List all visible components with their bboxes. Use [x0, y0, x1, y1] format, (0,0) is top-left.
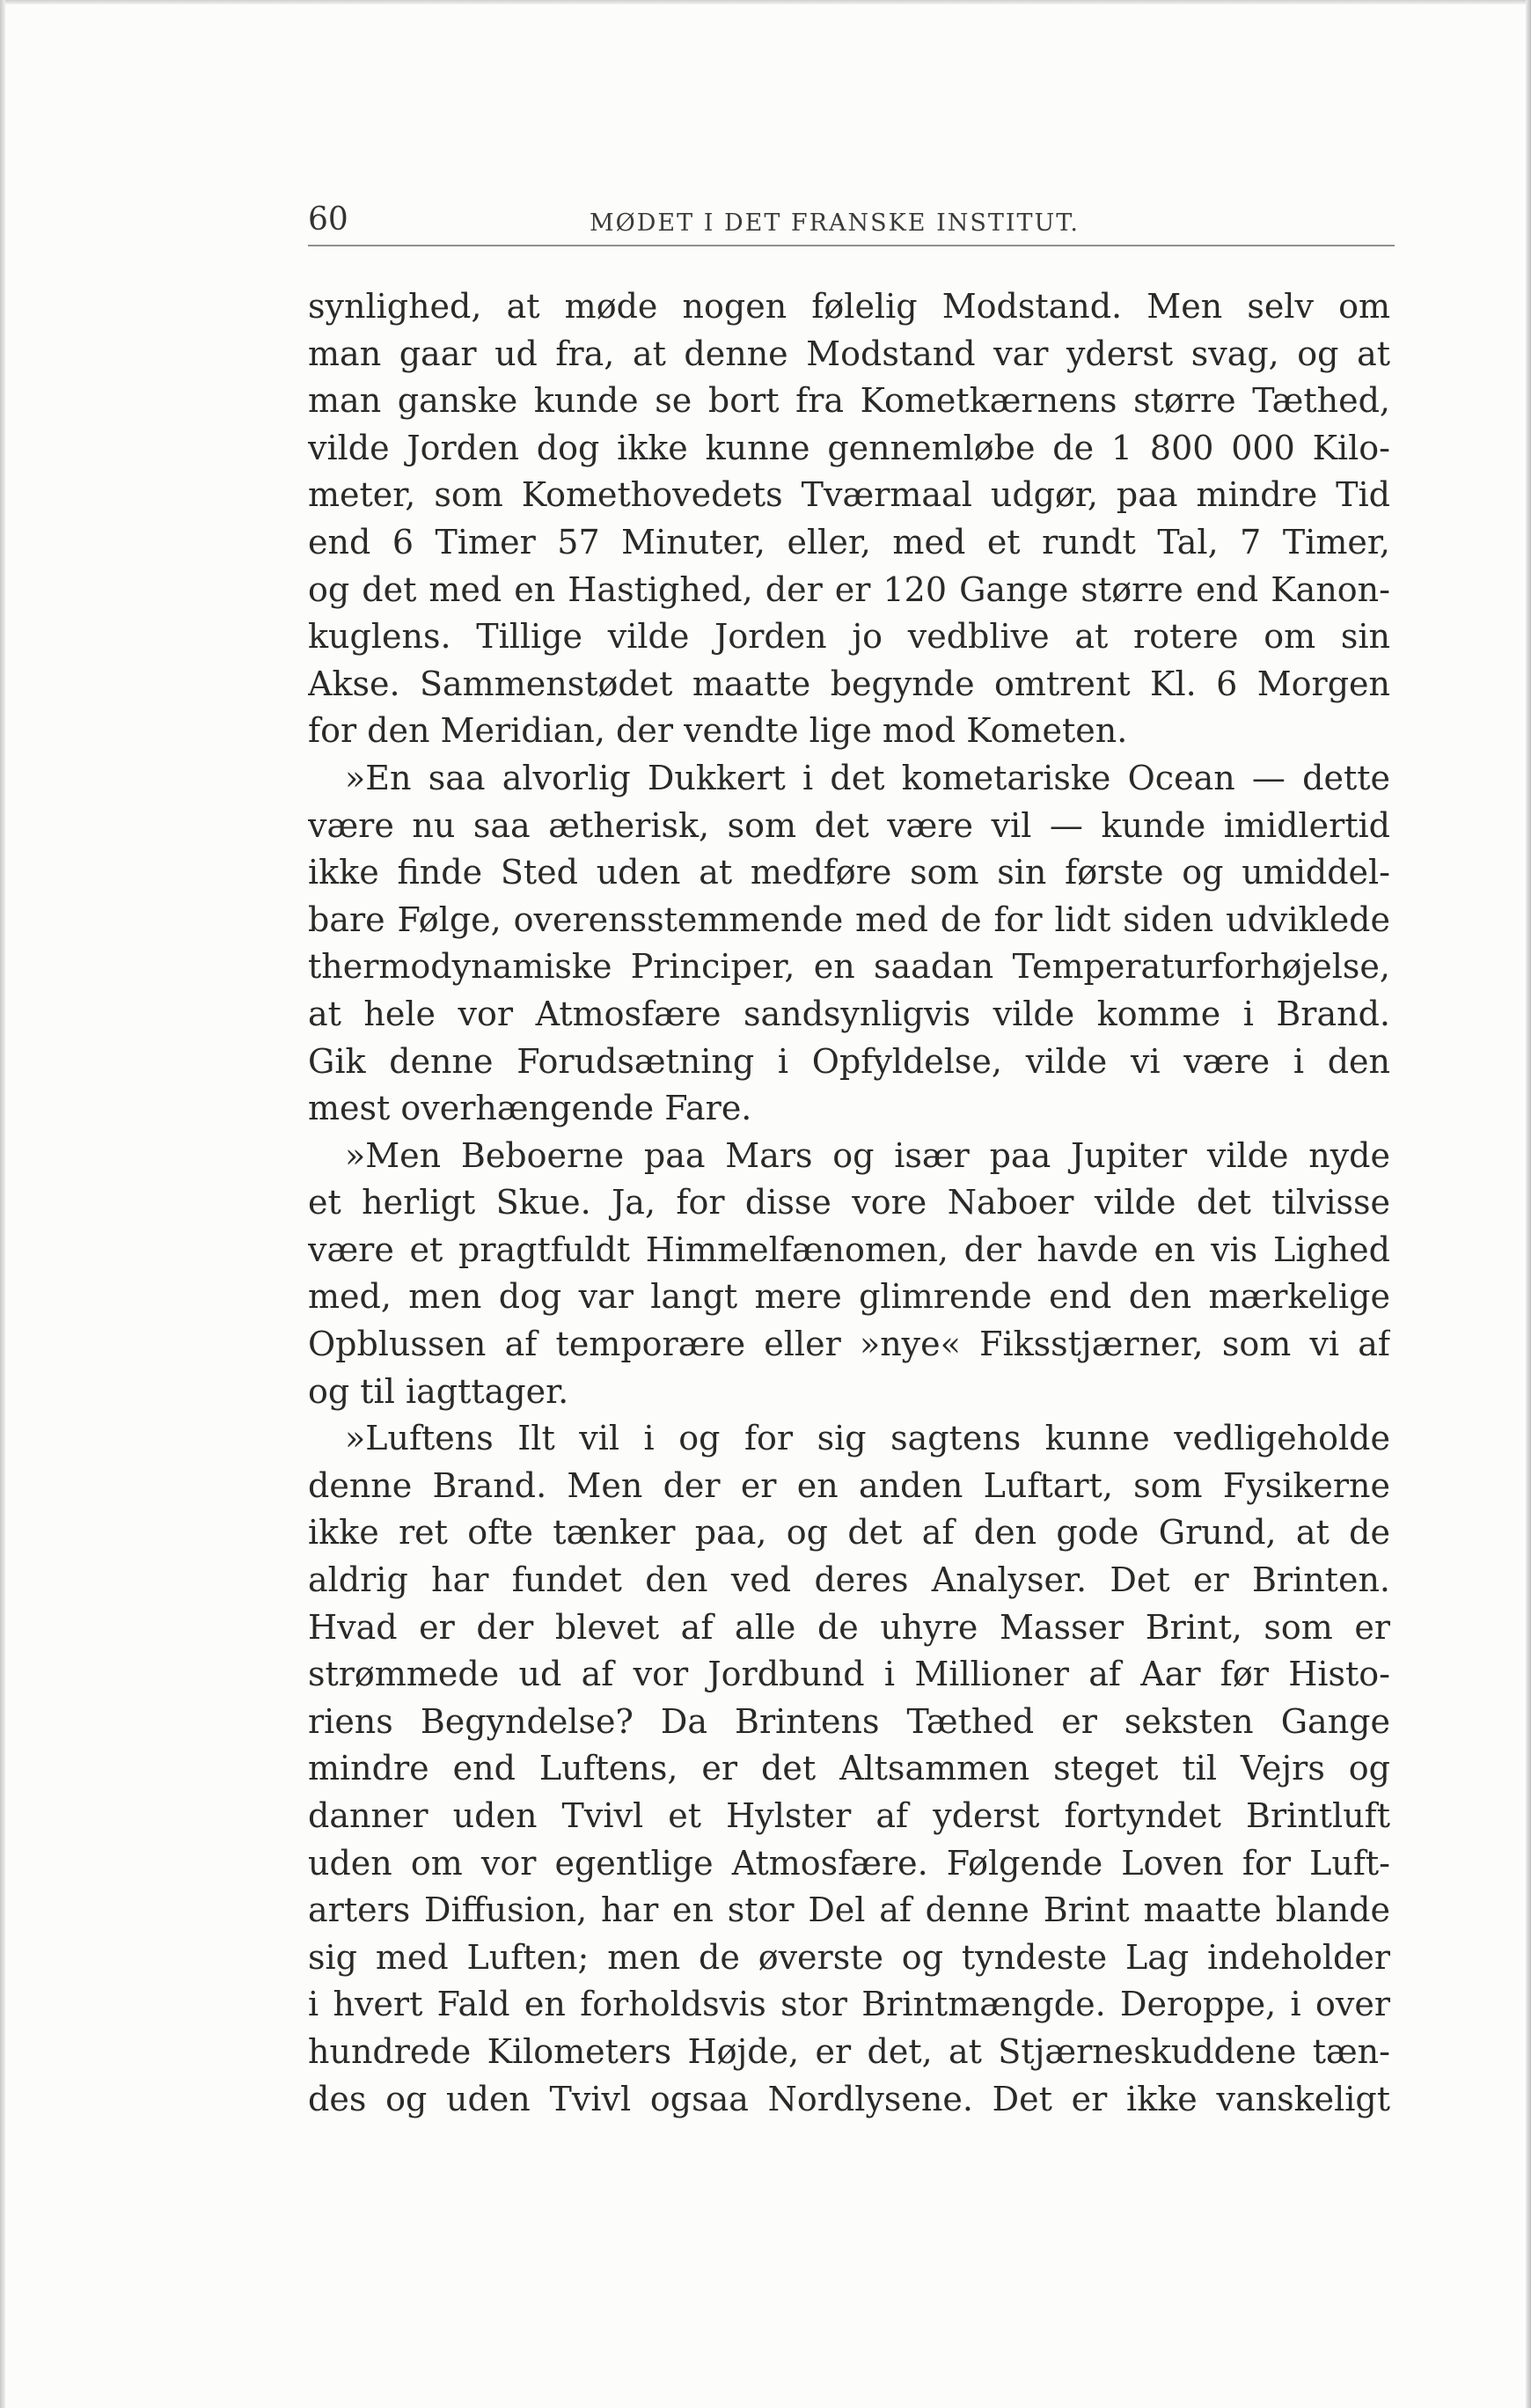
text-line: man gaar ud fra, at denne Modstand var yderst svag, og at — [308, 334, 1390, 373]
page-left-edge — [0, 0, 5, 2408]
text-line: bare Følge, overensstemmende med de for lidt siden udviklede — [308, 899, 1390, 939]
running-head — [308, 201, 1395, 246]
text-line: Hvad er der blevet af alle de uhyre Masser Brint, som er — [308, 1607, 1390, 1647]
text-line: »Luftens Ilt vil i og for sig sagtens kunne vedligeholde — [345, 1419, 1390, 1458]
text-line: »Men Beboerne paa Mars og især paa Jupiter vilde nyde — [345, 1135, 1390, 1175]
text-line: danner uden Tvivl et Hylster af yderst fortyndet Brintluft — [308, 1796, 1390, 1835]
text-line: arters Diffusion, har en stor Del af denne Brint maatte blande — [308, 1890, 1390, 1930]
text-line: aldrig har fundet den ved deres Analyser. Det er Brinten. — [308, 1560, 1390, 1600]
text-line: et herligt Skue. Ja, for disse vore Naboer vilde det tilvisse — [308, 1183, 1390, 1222]
text-line: mindre end Luftens, er det Altsammen steget til Vejrs og — [308, 1749, 1390, 1788]
text-line: at hele vor Atmosfære sandsynligvis vilde komme i Brand. — [308, 994, 1390, 1033]
text-line: med, men dog var langt mere glimrende end den mærkelige — [308, 1277, 1390, 1317]
body-text — [308, 283, 1390, 2123]
text-line: strømmede ud af vor Jordbund i Millioner af Aar før Histo- — [308, 1655, 1390, 1694]
text-line: man ganske kunde se bort fra Kometkærnens større Tæthed, — [308, 381, 1390, 421]
page-right-edge — [1526, 0, 1531, 2408]
text-line: være nu saa ætherisk, som det være vil — kunde imidlertid — [308, 805, 1390, 845]
text-line: uden om vor egentlige Atmosfære. Følgende Loven for Luft- — [308, 1843, 1390, 1883]
text-line: meter, som Komethovedets Tværmaal udgør, paa mindre Tid — [308, 475, 1390, 515]
text-line: Gik denne Forudsætning i Opfyldelse, vilde vi være i den — [308, 1041, 1390, 1081]
text-line: Akse. Sammenstødet maatte begynde omtrent Kl. 6 Morgen — [308, 664, 1390, 703]
text-line: vilde Jorden dog ikke kunne gennemløbe de 1 800 000 Kilo- — [308, 428, 1390, 467]
text-line: mest overhængende Fare. — [308, 1089, 752, 1128]
page-number: 60 — [308, 202, 348, 238]
text-line: »En saa alvorlig Dukkert i det kometariske Ocean — dette — [345, 758, 1390, 797]
text-line: Opblussen af temporære eller »nye« Fiksstjærner, som vi af — [308, 1325, 1390, 1364]
text-line: være et pragtfuldt Himmelfænomen, der havde en vis Lighed — [308, 1230, 1390, 1269]
text-line: kuglens. Tillige vilde Jorden jo vedblive at rotere om sin — [308, 617, 1390, 657]
text-line: ikke ret ofte tænker paa, og det af den gode Grund, at de — [308, 1513, 1390, 1553]
running-head-title: MØDET I DET FRANSKE INSTITUT. — [590, 209, 1080, 237]
text-line: des og uden Tvivl ogsaa Nordlysene. Det er ikke vanskeligt — [308, 2079, 1390, 2118]
text-line: for den Meridian, der vendte lige mod Kometen. — [308, 711, 1128, 751]
text-line: hundrede Kilometers Højde, er det, at Stjærneskuddene tæn- — [308, 2031, 1390, 2071]
text-line: og det med en Hastighed, der er 120 Gange større end Kanon- — [308, 569, 1390, 609]
text-line: end 6 Timer 57 Minuter, eller, med et rundt Tal, 7 Timer, — [308, 522, 1390, 562]
text-line: ikke finde Sted uden at medføre som sin første og umiddel- — [308, 853, 1390, 892]
text-line: sig med Luften; men de øverste og tyndeste Lag indeholder — [308, 1937, 1390, 1977]
text-line: synlighed, at møde nogen følelig Modstand. Men selv om — [308, 287, 1390, 326]
text-line: thermodynamiske Principer, en saadan Temperaturforhøjelse, — [308, 947, 1390, 987]
text-line: riens Begyndelse? Da Brintens Tæthed er seksten Gange — [308, 1701, 1390, 1741]
page-top-edge — [0, 0, 1531, 4]
text-line: denne Brand. Men der er en anden Luftart, som Fysikerne — [308, 1465, 1390, 1505]
text-line: i hvert Fald en forholdsvis stor Brintmængde. Deroppe, i over — [308, 1985, 1390, 2024]
text-line: og til iagttager. — [308, 1371, 569, 1411]
